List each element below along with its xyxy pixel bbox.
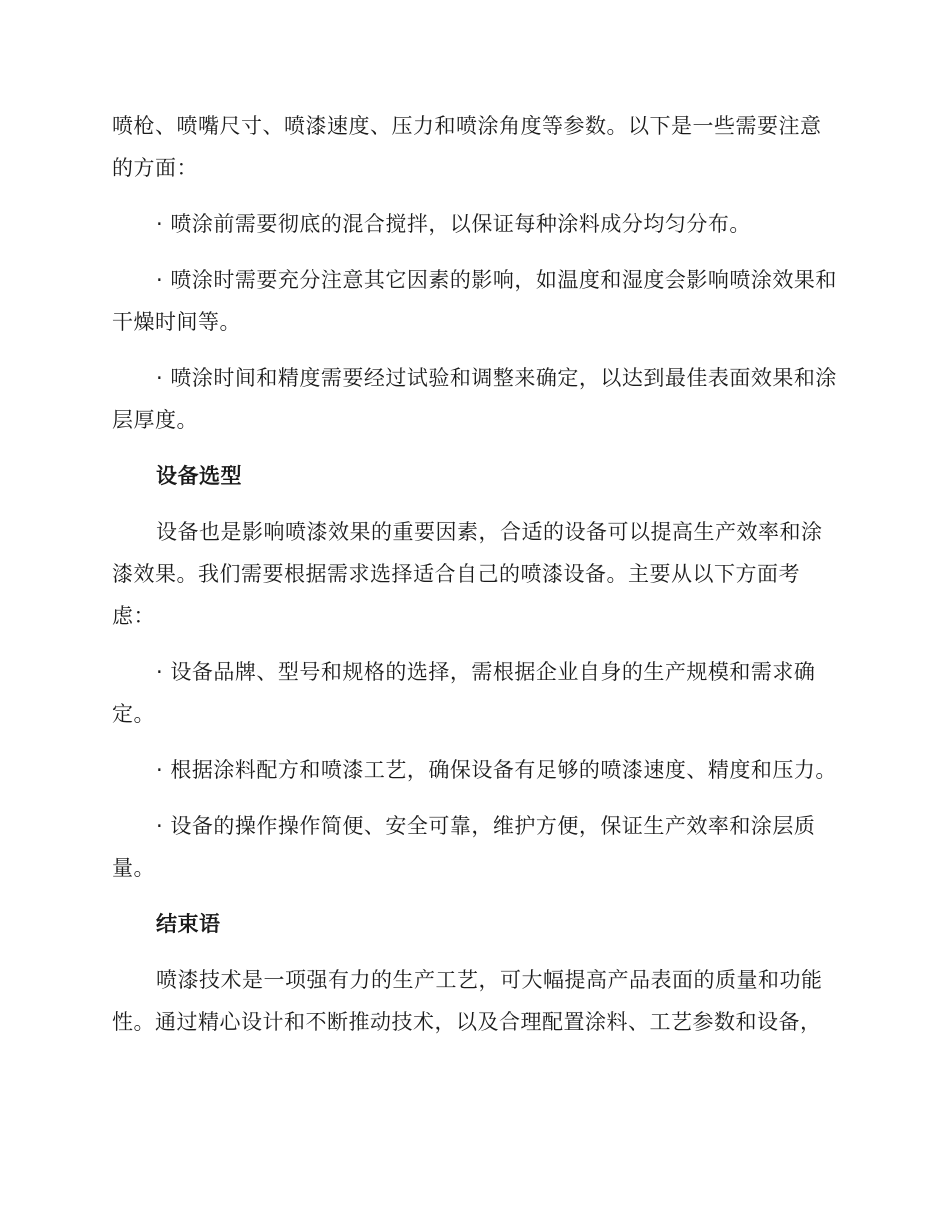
bullet-mixing: · 喷涂前需要彻底的混合搅拌，以保证每种涂料成分均匀分布。: [156, 212, 751, 236]
bullet-speed-precision: · 根据涂料配方和喷漆工艺，确保设备有足够的喷漆速度、精度和压力。: [156, 758, 837, 782]
section-heading-conclusion: 结束语: [156, 912, 221, 936]
bullet-environment: · 喷涂时需要充分注意其它因素的影响，如温度和湿度会影响喷涂效果和干燥时间等。: [112, 268, 837, 334]
bullet-operation: · 设备的操作操作简便、安全可靠，维护方便，保证生产效率和涂层质量。: [112, 814, 816, 880]
paragraph-equipment: 设备也是影响喷漆效果的重要因素，合适的设备可以提高生产效率和涂漆效果。我们需要根据需求选择适合自己的喷漆设备。主要从以下方面考虑：: [112, 520, 823, 628]
paragraph-intro: 喷枪、喷嘴尺寸、喷漆速度、压力和喷涂角度等参数。以下是一些需要注意的方面：: [112, 114, 822, 180]
bullet-brand-model: · 设备品牌、型号和规格的选择，需根据企业自身的生产规模和需求确定。: [112, 660, 816, 726]
paragraph-conclusion: 喷漆技术是一项强有力的生产工艺，可大幅提高产品表面的质量和功能性。通过精心设计和不断推动技术，以及合理配置涂料、工艺参数和设备，: [112, 968, 823, 1034]
bullet-precision: · 喷涂时间和精度需要经过试验和调整来确定，以达到最佳表面效果和涂层厚度。: [112, 366, 837, 432]
section-heading-equipment: 设备选型: [156, 464, 242, 488]
document-page: [112, 105, 837, 1057]
